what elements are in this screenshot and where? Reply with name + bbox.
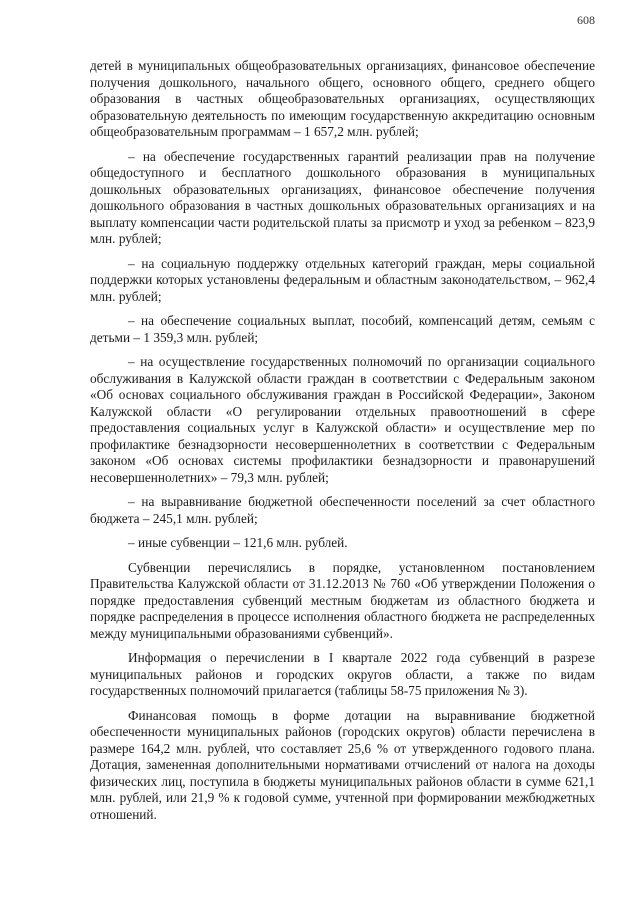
- paragraph-preschool-guarantees: – на обеспечение государственных гарантий реализации прав на получение общедоступного и бесплатного дошкольного образования в муниципальных дошкольных образовательных организациях, финансовое обеспечение получения дошкольного образования в частных дошкольных образовательных организациях и на выплату компенсации части родительской платы за присмотр и уход за ребенком – 823,9 млн. рублей;: [90, 148, 595, 246]
- paragraph-education-continuation: детей в муниципальных общеобразовательных организациях, финансовое обеспечение получения дошкольного, начального общего, основного общего, среднего общего образования в частных общеобразовательных организациях, осуществляющих образовательную деятельность по имеющим государственную аккредитацию основным общеобразовательным программам – 1 657,2 млн. рублей;: [90, 58, 595, 139]
- page-number: 608: [577, 13, 595, 27]
- paragraph-social-services: – на осуществление государственных полномочий по организации социального обслуживания в Калужской области граждан в соответствии с Федеральным законом «Об основах социального обслуживания граждан в Российской Федерации», Законом Калужской области «О регулировании отдельных правоотношений в сфере предоставления социальных услуг в Калужской области» и осуществление мер по профилактике безнадзорности несовершеннолетних в соответствии с Федеральным законом «Об основах системы профилактики безнадзорности и правонарушений несовершеннолетних» – 79,3 млн. рублей;: [90, 354, 595, 485]
- paragraph-budget-equalization: – на выравнивание бюджетной обеспеченности поселений за счет областного бюджета – 245,1 млн. рублей;: [90, 494, 595, 526]
- document-body: [90, 58, 595, 831]
- paragraph-financial-aid: Финансовая помощь в форме дотации на выравнивание бюджетной обеспеченности муниципальных районов (городских округов) области перечислена в размере 164,2 млн. рублей, что составляет 25,6 % от утвержденного годового плана. Дотация, замененная дополнительными нормативами отчислений от налога на доходы физических лиц, поступила в бюджеты муниципальных районов области в сумме 621,1 млн. рублей, или 21,9 % к годовой сумме, учтенной при формировании межбюджетных отношений.: [90, 707, 595, 822]
- paragraph-social-payments: – на обеспечение социальных выплат, пособий, компенсаций детям, семьям с детьми – 1 359,3 млн. рублей;: [90, 313, 595, 345]
- paragraph-subvention-information: Информация о перечислении в I квартале 2022 года субвенций в разрезе муниципальных районов и городских округов области, а также по видам государственных полномочий прилагается (таблицы 58-75 приложения № 3).: [90, 650, 595, 698]
- paragraph-subvention-procedure: Субвенции перечислялись в порядке, установленном постановлением Правительства Калужской области от 31.12.2013 № 760 «Об утверждении Положения о порядке предоставления субвенций местным бюджетам из областного бюджета и порядке распределения в процессе исполнения областного бюджета не распределенных между муниципальными образованиями субвенций».: [90, 559, 595, 641]
- paragraph-other-subventions: – иные субвенции – 121,6 млн. рублей.: [128, 535, 348, 550]
- paragraph-social-support: – на социальную поддержку отдельных категорий граждан, меры социальной поддержки которых установлены федеральным и областным законодательством, – 962,4 млн. рублей;: [90, 255, 595, 304]
